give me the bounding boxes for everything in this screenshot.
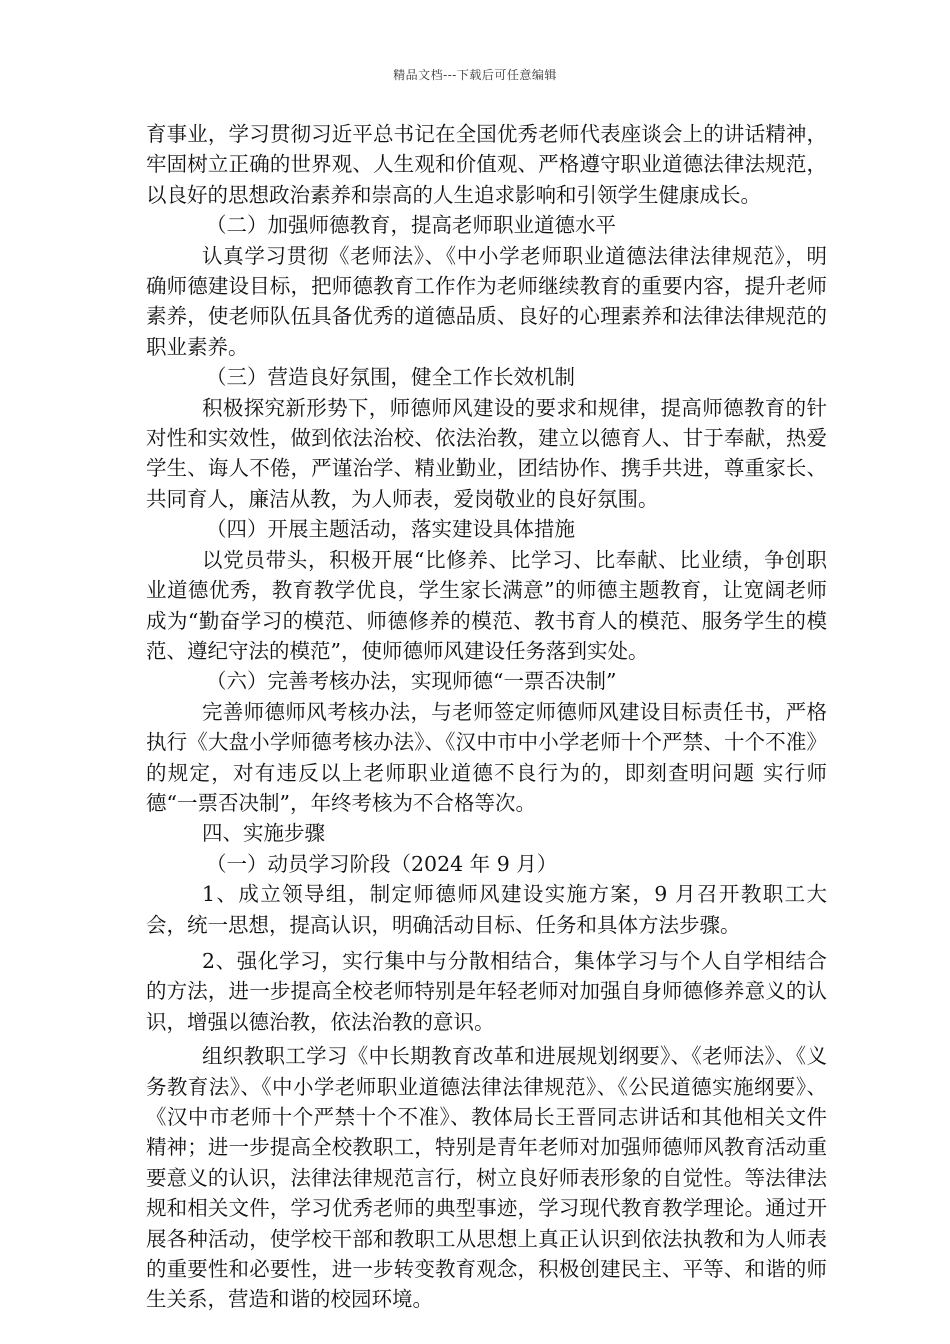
section-heading-4: （四）开展主题活动，落实建设具体措施 [206,517,575,542]
subsection-heading-mobilization: （一）动员学习阶段（2024 年 9 月） [206,851,558,876]
paragraph-study-organization: 组织教职工学习《中长期教育改革和进展规划纲要》、《老师法》、《义务教育法》、《中小学老师职业道德法律法律规范》、《公民道德实施纲要》、《汉中市老师十个严禁十个不准》、教体局长王晋同志讲话和其他相关文件精神；进一步提高全校教职工，特别是青年老师对加强师德师风教育活动重要意义的认识，法律法律规范言行，树立良好师表形象的自觉性。等法律法规和相关文件，学习优秀老师的典型事迹，学习现代教育教学理论。通过开展各种活动，使学校干部和教职工从思想上真正认识到依法执教和为人师表的重要性和必要性，进一步转变教育观念，积极创建民主、平等、和谐的师生关系，营造和谐的校园环境。 [146,1044,827,1312]
section-heading-3: （三）营造良好氛围，健全工作长效机制 [206,365,575,390]
section-heading-2: （二）加强师德教育，提高老师职业道德水平 [206,213,616,238]
section-heading-6: （六）完善考核办法，实现师德“一票否决制” [206,669,617,694]
section-title-implementation: 四、实施步骤 [202,821,325,846]
paragraph-theme-activities: 以党员带头，积极开展“比修养、比学习、比奉献、比业绩，争创职业道德优秀，教育教学优良，学生家长满意”的师德主题教育，让宽阔老师成为“勤奋学习的模范、师德修养的模范、教书育人的模范、服务学生的模范、遵纪守法的模范”，使师德师风建设任务落到实处。 [146,547,827,663]
list-item-2: 2、强化学习，实行集中与分散相结合，集体学习与个人自学相结合的方法，进一步提高全校老师特别是年轻老师对加强自身师德修养意义的认识，增强以德治教，依法治教的意识。 [146,948,827,1034]
paragraph-continuation: 育事业，学习贯彻习近平总书记在全国优秀老师代表座谈会上的讲话精神，牢固树立正确的世界观、人生观和价值观、严格遵守职业道德法律法规范，以良好的思想政治素养和崇高的人生追求影响和引领学生健康成长。 [146,122,827,207]
paragraph-teacher-ethics-education: 认真学习贯彻《老师法》、《中小学老师职业道德法律法律规范》，明确师德建设目标，把师德教育工作作为老师继续教育的重要内容，提升老师素养，使老师队伍具备优秀的道德品质、良好的心理素养和法律法律规范的职业素养。 [146,243,827,359]
paragraph-assessment: 完善师德师风考核办法，与老师签定师德师风建设目标责任书，严格执行《大盘小学师德考核办法》、《汉中市中小学老师十个严禁、十个不准》的规定，对有违反以上老师职业道德不良行为的，即刻查明问题 实行师德“一票否决制”，年终考核为不合格等次。 [146,699,827,815]
list-item-1: 1、成立领导组，制定师德师风建设实施方案，9 月召开教职工大会，统一思想，提高认识，明确活动目标、任务和具体方法步骤。 [146,882,827,937]
document-body [146,119,827,1315]
page-header: 精品文档---下载后可任意编辑 [393,68,557,82]
paragraph-atmosphere: 积极探究新形势下，师德师风建设的要求和规律，提高师德教育的针对性和实效性，做到依法治校、依法治教，建立以德育人、甘于奉献，热爱学生、诲人不倦，严谨治学、精业勤业，团结协作、携手共进，尊重家长、共同育人，廉洁从教，为人师表，爱岗敬业的良好氛围。 [146,395,827,511]
